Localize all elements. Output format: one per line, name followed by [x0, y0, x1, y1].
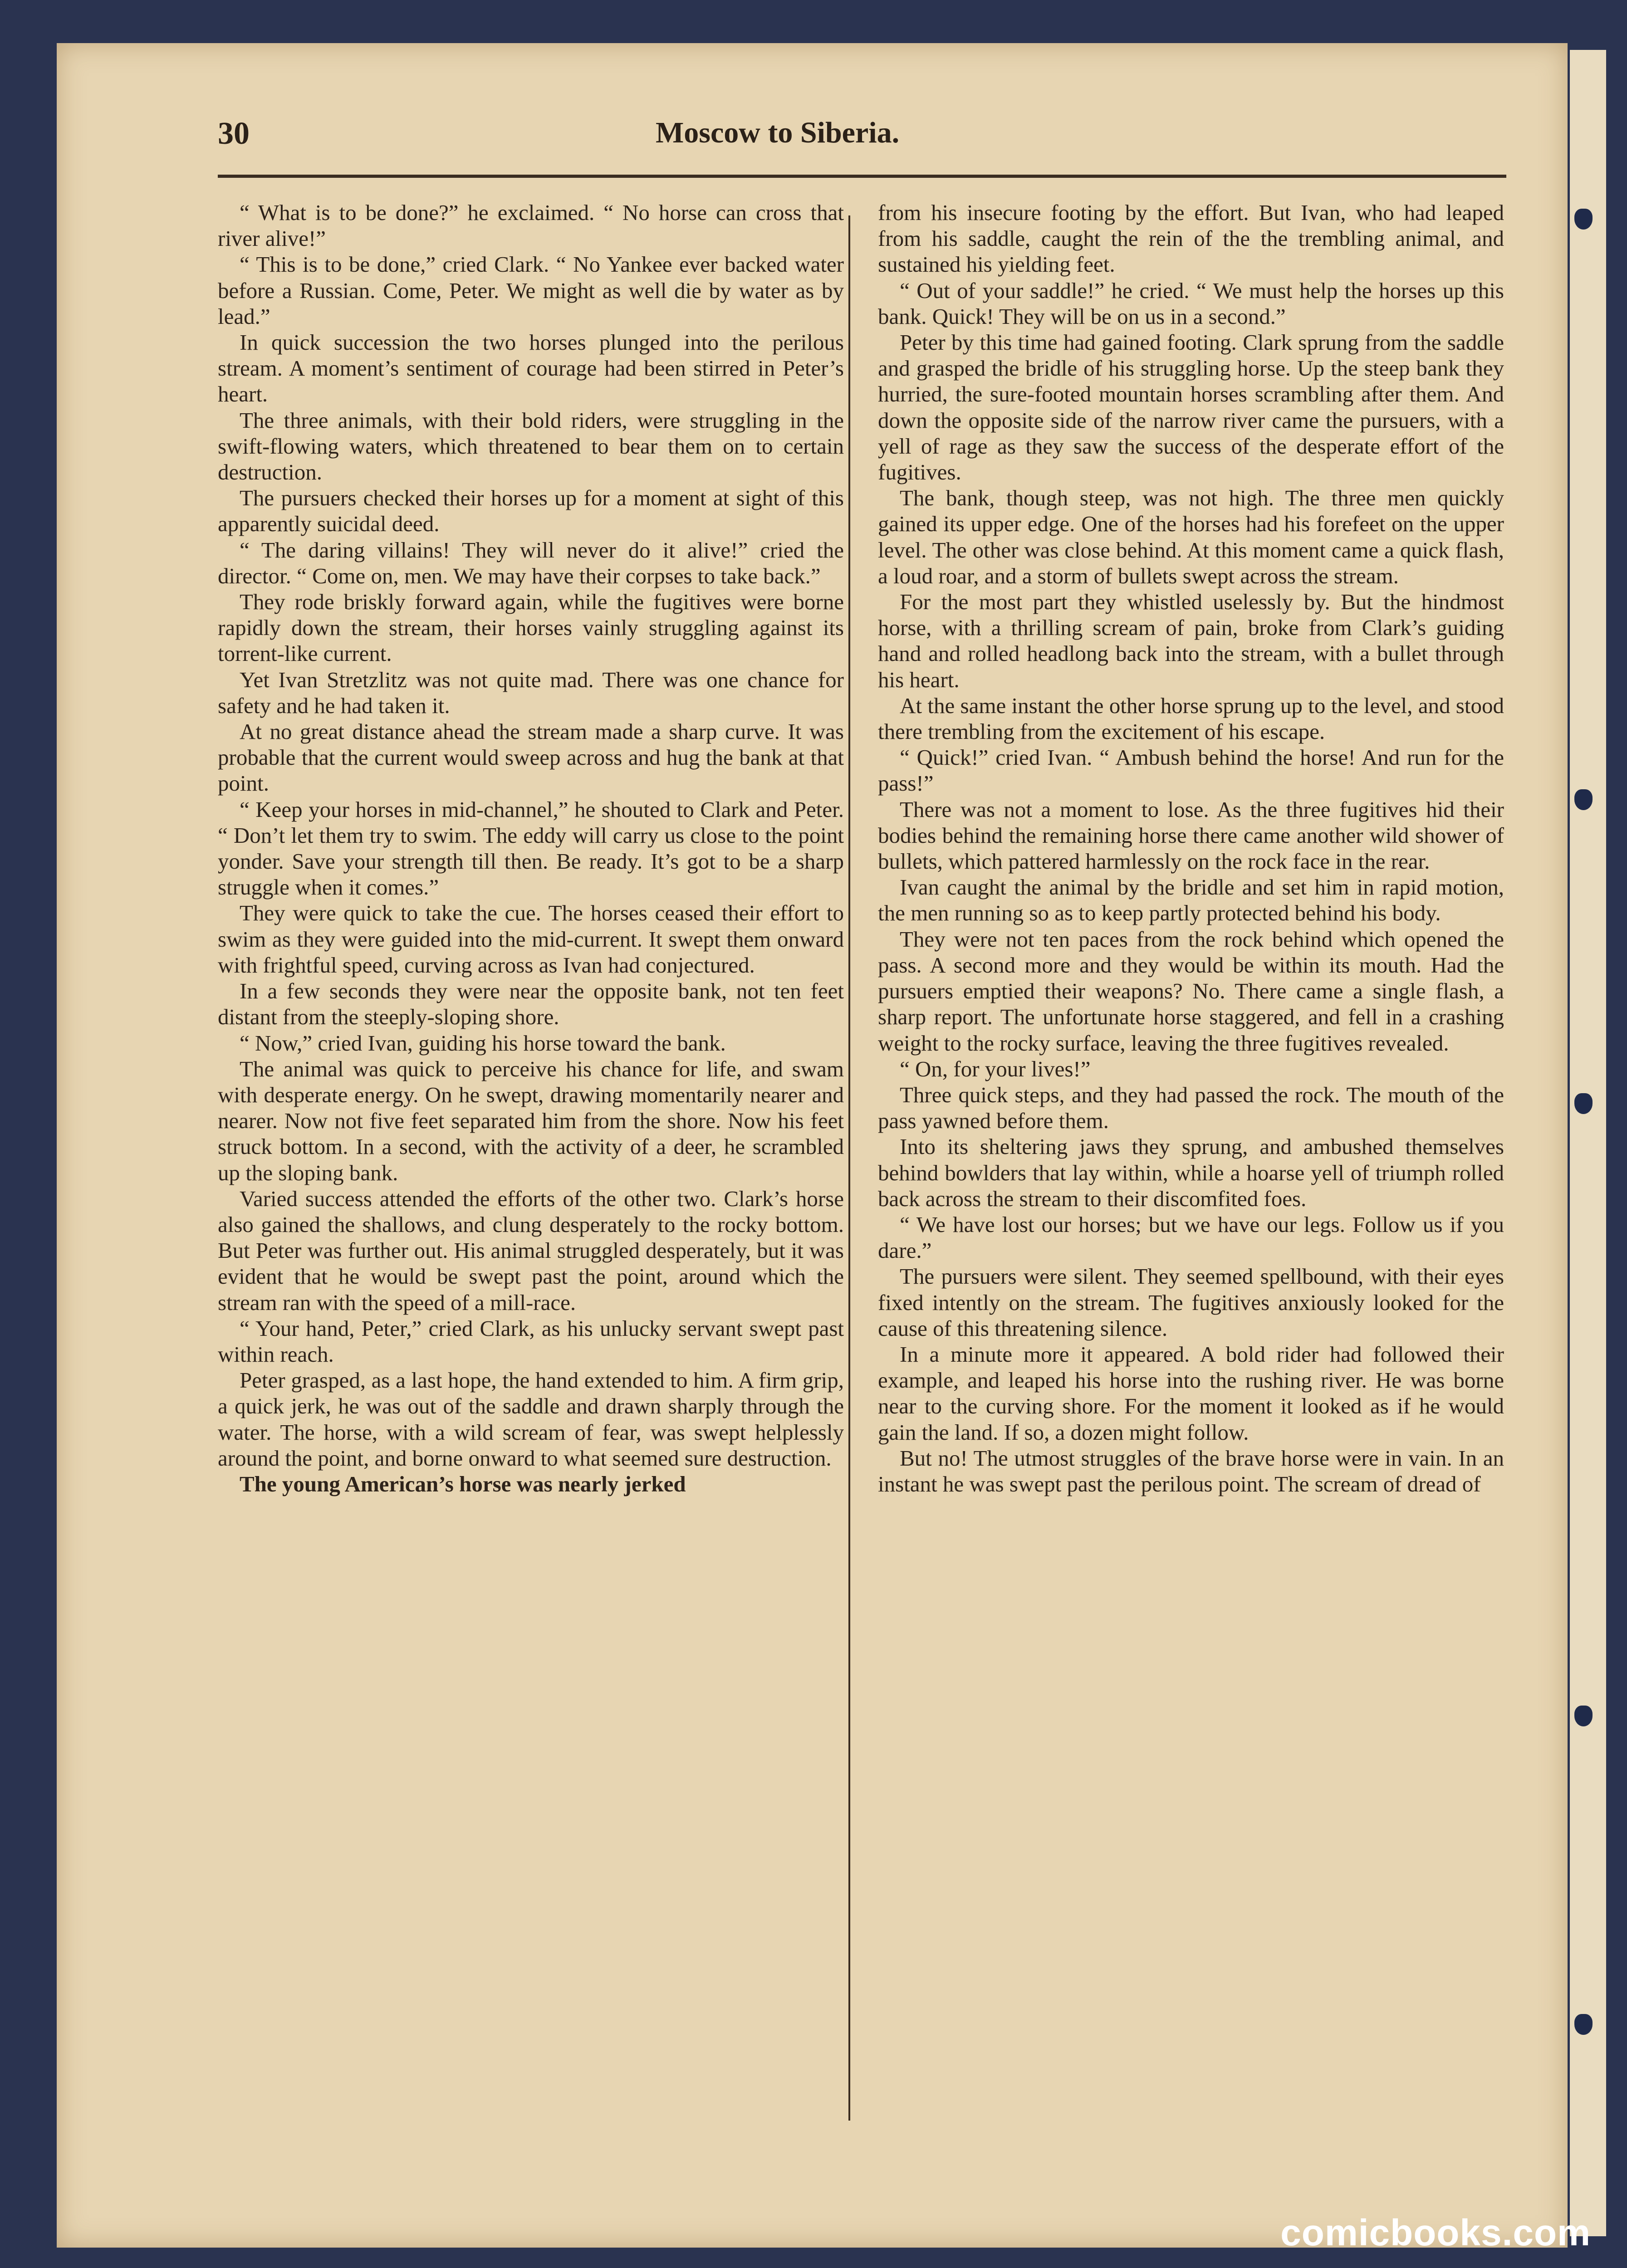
- paragraph: “ Your hand, Peter,” cried Clark, as his unlucky servant swept past within reach.: [218, 1315, 844, 1367]
- paragraph: “ Out of your saddle!” he cried. “ We must help the horses up this bank. Quick! They will be on us in a second.”: [878, 278, 1504, 329]
- paragraph: Ivan caught the animal by the bridle and set him in rapid motion, the men running so as to keep partly protected behind his body.: [878, 875, 1504, 926]
- paragraph: Peter grasped, as a last hope, the hand extended to him. A firm grip, a quick jerk, he was out of the saddle and drawn sharply through the water. The horse, with a wild scream of fear, was swept helplessly around the point, and borne onward to what seemed sure destruction.: [218, 1368, 844, 1471]
- book-page: [57, 43, 1568, 2248]
- paragraph: They rode briskly forward again, while the fugitives were borne rapidly down the stream, their horses vainly struggling against its torrent-like current.: [218, 589, 844, 666]
- paragraph: “ This is to be done,” cried Clark. “ No Yankee ever backed water before a Russian. Come, Peter. We might as well die by water as by lead.”: [218, 252, 844, 329]
- paragraph: They were not ten paces from the rock behind which opened the pass. A second more and they would be within its mouth. Had the pursuers emptied their weapons? No. There came a single flash, a sharp report. The unfortunate horse staggered, and fell in a crashing weight to the rocky surface, leaving the three fugitives revealed.: [878, 926, 1504, 1056]
- paragraph: Three quick steps, and they had passed the rock. The mouth of the pass yawned before them.: [878, 1082, 1504, 1134]
- paragraph: “ What is to be done?” he exclaimed. “ No horse can cross that river alive!”: [218, 200, 844, 251]
- right-column: [878, 200, 1504, 2146]
- paragraph: from his insecure footing by the effort. But Ivan, who had leaped from his saddle, caught the rein of the the trembling animal, and sustained his yielding feet.: [878, 200, 1504, 277]
- watermark: comicbooks.com: [1280, 2212, 1591, 2253]
- column-divider: [848, 215, 850, 2121]
- paragraph: “ We have lost our horses; but we have our legs. Follow us if you dare.”: [878, 1212, 1504, 1263]
- paragraph: In a few seconds they were near the opposite bank, not ten feet distant from the steeply-sloping shore.: [218, 978, 844, 1030]
- page-header: [57, 116, 1568, 184]
- binding-stitch: [1574, 789, 1593, 810]
- binding-stitch: [1574, 1093, 1593, 1114]
- paragraph: Into its sheltering jaws they sprung, and ambushed themselves behind bowlders that lay within, while a hoarse yell of triumph rolled back across the stream to their discomfited foes.: [878, 1134, 1504, 1211]
- binding-stitch: [1574, 2014, 1593, 2035]
- paragraph: In quick succession the two horses plunged into the perilous stream. A moment’s sentiment of courage had been stirred in Peter’s heart.: [218, 330, 844, 407]
- paragraph: For the most part they whistled uselessly by. But the hindmost horse, with a thrilling scream of pain, broke from Clark’s guiding hand and rolled headlong back into the stream, with a bullet through his heart.: [878, 589, 1504, 692]
- paragraph: At the same instant the other horse sprung up to the level, and stood there trembling from the excitement of his escape.: [878, 693, 1504, 744]
- paragraph: Yet Ivan Stretzlitz was not quite mad. There was one chance for safety and he had taken it.: [218, 667, 844, 718]
- binding-stitch: [1574, 209, 1593, 230]
- paragraph: “ The daring villains! They will never do it alive!” cried the director. “ Come on, men. We may have their corpses to take back.”: [218, 537, 844, 588]
- paragraph: The pursuers checked their horses up for a moment at sight of this apparently suicidal deed.: [218, 485, 844, 537]
- paragraph: The three animals, with their bold riders, were struggling in the swift-flowing waters, which threatened to bear them on to certain destruction.: [218, 407, 844, 485]
- paragraph: At no great distance ahead the stream made a sharp curve. It was probable that the current would sweep across and hug the bank at that point.: [218, 719, 844, 796]
- paragraph: The pursuers were silent. They seemed spellbound, with their eyes fixed intently on the stream. The fugitives anxiously looked for the cause of this threatening silence.: [878, 1264, 1504, 1341]
- header-rule: [218, 175, 1506, 178]
- page-number: 30: [218, 116, 250, 151]
- paragraph: The young American’s horse was nearly jerked: [240, 1471, 686, 1496]
- paragraph: Peter by this time had gained footing. Clark sprung from the saddle and grasped the bridle of his struggling horse. Up the steep bank they hurried, the sure-footed mountain horses scrambling after them. And down the opposite side of the narrow river came the pursuers, with a yell of rage as they saw the success of the desperate effort of the fugitives.: [878, 330, 1504, 485]
- binding-stitch: [1574, 1706, 1593, 1726]
- paragraph: In a minute more it appeared. A bold rider had followed their example, and leaped his horse into the rushing river. He was borne near to the curving shore. For the moment it looked as if he would gain the land. If so, a dozen might follow.: [878, 1341, 1504, 1445]
- paragraph: The bank, though steep, was not high. The three men quickly gained its upper edge. One of the horses had his forefeet on the upper level. The other was close behind. At this moment came a quick flash, a loud roar, and a storm of bullets swept across the stream.: [878, 485, 1504, 588]
- paragraph: The animal was quick to perceive his chance for life, and swam with desperate energy. On he swept, drawing momentarily nearer and nearer. Now not five feet separated him from the shore. Now his feet struck bottom. In a second, with the activity of a deer, he scrambled up the sloping bank.: [218, 1056, 844, 1185]
- paragraph: “ Quick!” cried Ivan. “ Ambush behind the horse! And run for the pass!”: [878, 745, 1504, 796]
- paragraph: “ Keep your horses in mid-channel,” he shouted to Clark and Peter. “ Don’t let them try to swim. The eddy will carry us close to the point yonder. Save your strength till then. Be ready. It’s got to be a sharp struggle when it comes.”: [218, 797, 844, 900]
- paragraph: There was not a moment to lose. As the three fugitives hid their bodies behind the remaining horse there came another wild shower of bullets, which pattered harmlessly on the rock face in the rear.: [878, 797, 1504, 874]
- binding-spine: [1570, 50, 1606, 2236]
- running-title: Moscow to Siberia.: [656, 116, 900, 149]
- paragraph: Varied success attended the efforts of the other two. Clark’s horse also gained the shallows, and clung desperately to the rocky bottom. But Peter was further out. His animal struggled desperately, but it was evident that he would be swept past the point, around which the stream ran with the speed of a mill-race.: [218, 1186, 844, 1315]
- paragraph: “ Now,” cried Ivan, guiding his horse toward the bank.: [240, 1030, 726, 1056]
- paragraph: “ On, for your lives!”: [900, 1056, 1091, 1081]
- paragraph: But no! The utmost struggles of the brave horse were in vain. In an instant he was swept past the perilous point. The scream of dread of: [878, 1445, 1504, 1496]
- left-column: [218, 200, 844, 2146]
- paragraph: They were quick to take the cue. The horses ceased their effort to swim as they were guided into the mid-current. It swept them onward with frightful speed, curving across as Ivan had conjectured.: [218, 900, 844, 978]
